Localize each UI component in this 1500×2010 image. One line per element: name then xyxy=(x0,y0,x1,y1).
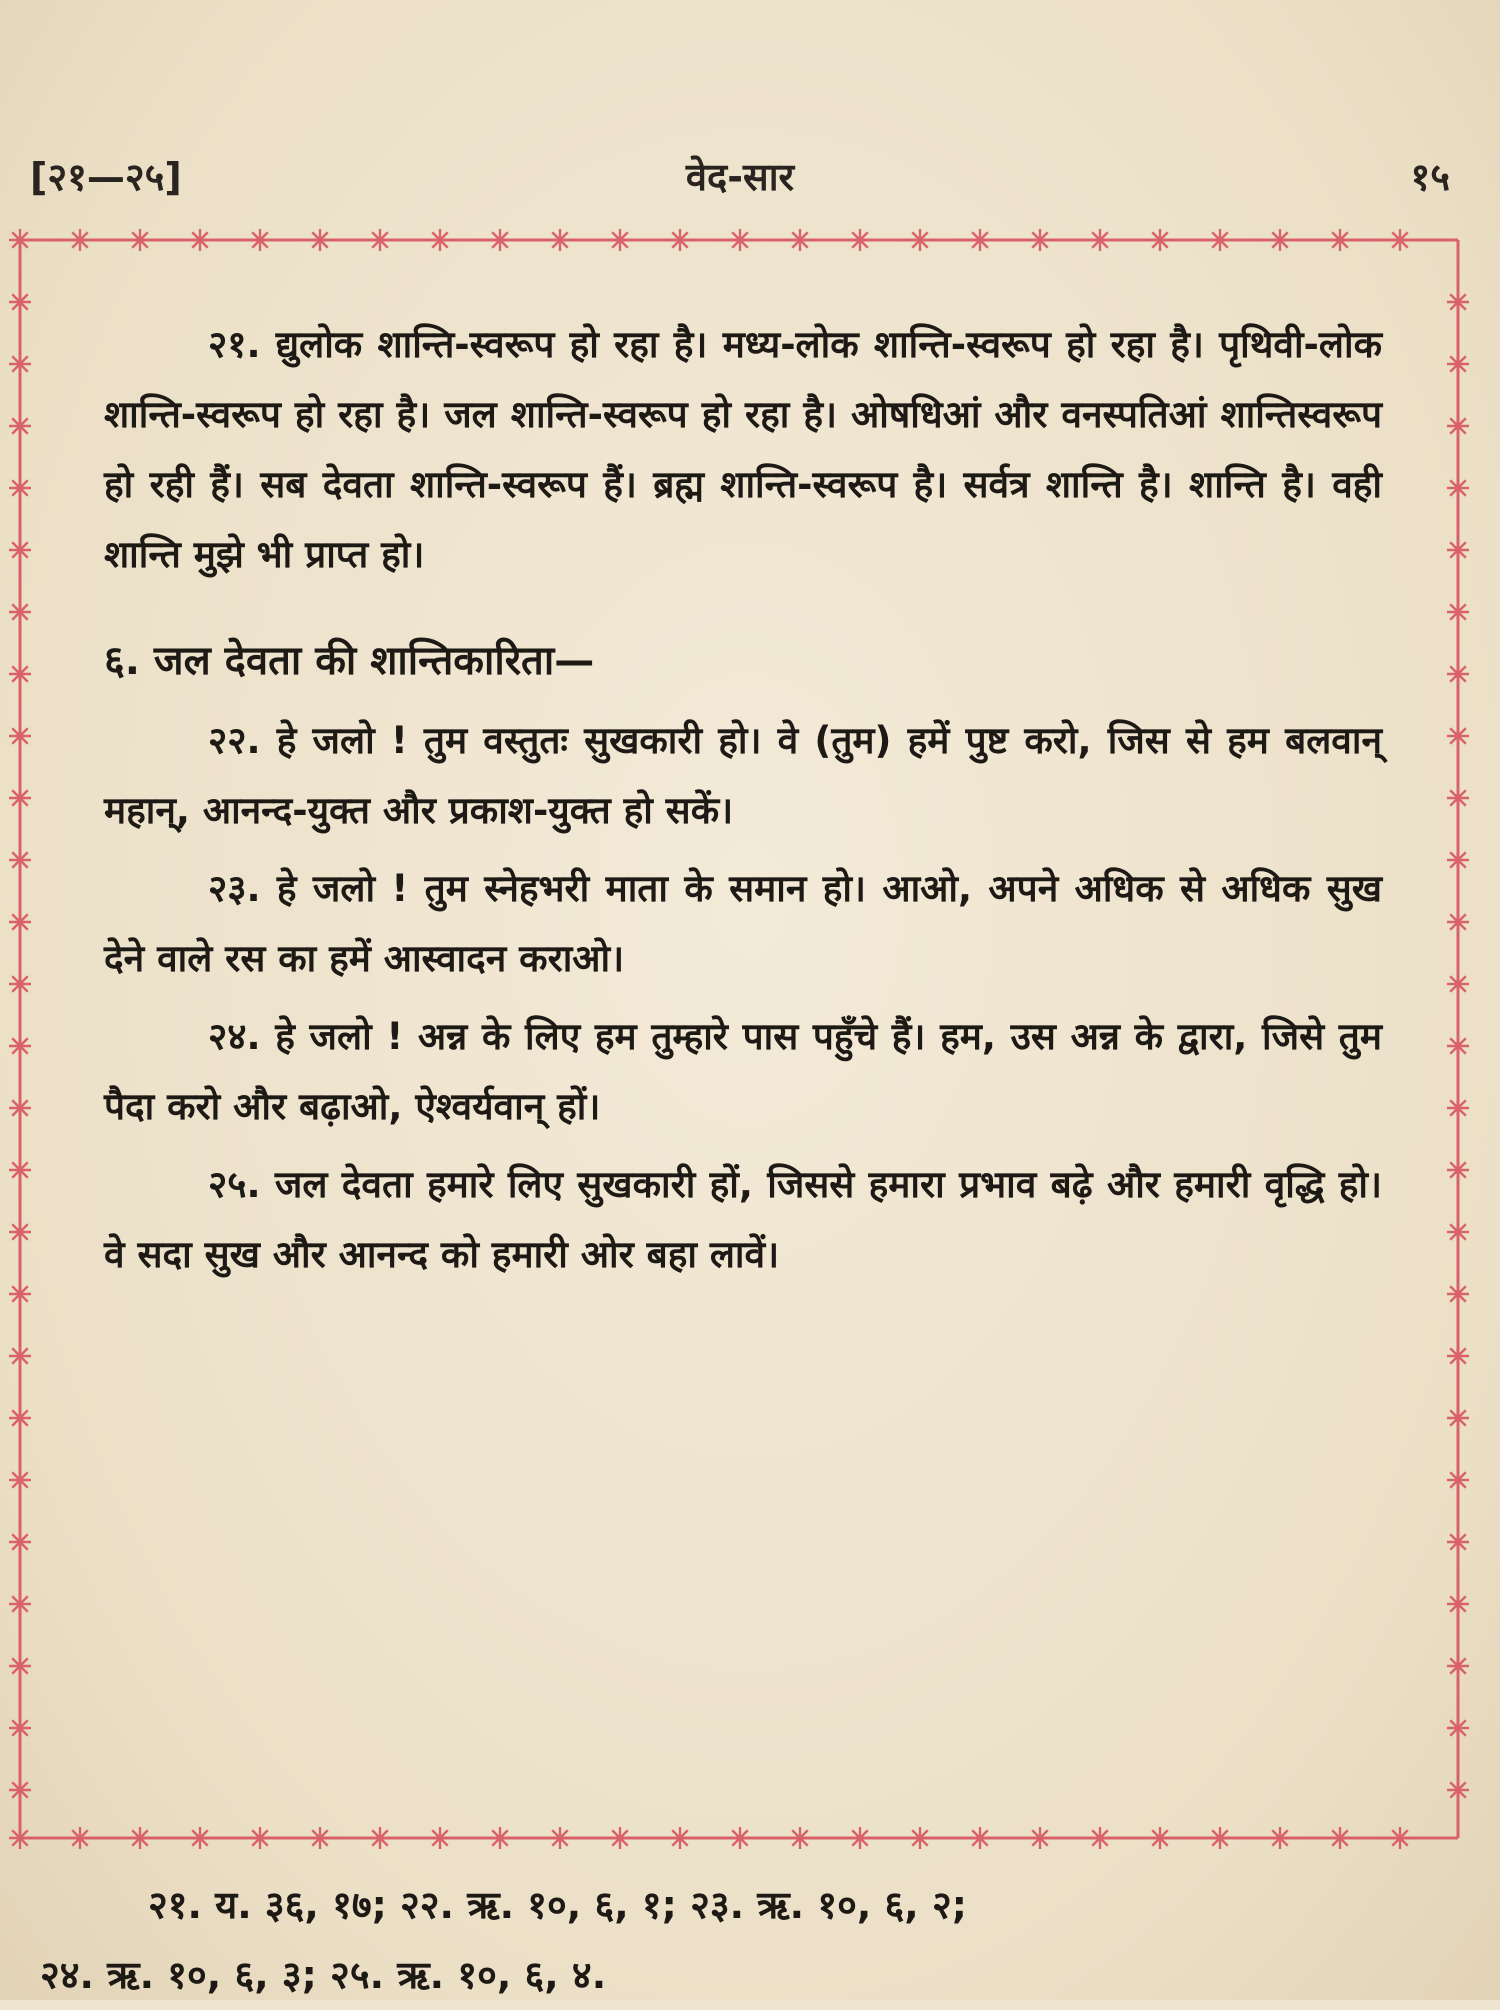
border-ornament xyxy=(9,1283,31,1305)
main-text xyxy=(104,310,1382,1298)
border-ornament xyxy=(9,1221,31,1243)
border-ornament xyxy=(249,1827,271,1849)
page-number: १५ xyxy=(1410,155,1450,199)
border-ornament xyxy=(849,229,871,251)
border-ornament xyxy=(309,229,331,251)
border-ornament xyxy=(9,477,31,499)
border-ornament xyxy=(1447,1531,1469,1553)
border-ornament xyxy=(609,229,631,251)
border-ornament xyxy=(9,911,31,933)
border-ornament xyxy=(669,1827,691,1849)
border-ornament xyxy=(729,229,751,251)
border-ornament xyxy=(1447,1097,1469,1119)
border-ornament xyxy=(609,1827,631,1849)
border-ornament xyxy=(789,229,811,251)
border-ornament xyxy=(669,229,691,251)
border-ornament xyxy=(9,539,31,561)
border-ornament xyxy=(249,229,271,251)
border-ornament xyxy=(9,787,31,809)
border-ornament xyxy=(1447,663,1469,685)
border-ornament xyxy=(1149,1827,1171,1849)
border-ornament xyxy=(489,1827,511,1849)
border-ornament xyxy=(1447,1283,1469,1305)
border-ornament xyxy=(549,229,571,251)
border-ornament xyxy=(1447,1655,1469,1677)
running-header xyxy=(30,150,1450,210)
border-ornament xyxy=(1447,291,1469,313)
border-ornament xyxy=(9,415,31,437)
verse-21: २१. द्युलोक शान्ति-स्वरूप हो रहा है। मध्य-लोक शान्ति-स्वरूप हो रहा है। पृथिवी-लोक शान्ति-स्वरूप हो रहा है। जल शान्ति-स्वरूप हो रहा है। ओषधिआं और वनस्पतिआं शान्तिस्वरूप हो रही हैं। सब देवता शान्ति-स्वरूप हैं। ब्रह्म शान्ति-स्वरूप है। सर्वत्र शान्ति है। शान्ति है। वही शान्ति मुझे भी प्राप्त हो। xyxy=(104,323,1382,576)
verse-range: [२१—२५] xyxy=(30,155,182,199)
footnote-line-2: २४. ऋ. १०, ६, ३; २५. ऋ. १०, ६, ४. xyxy=(40,1953,607,1997)
border-ornament xyxy=(369,1827,391,1849)
border-ornament xyxy=(1447,787,1469,809)
border-ornament xyxy=(1269,229,1291,251)
border-ornament xyxy=(9,1159,31,1181)
verse-23: २३. हे जलो ! तुम स्नेहभरी माता के समान हो। आओ, अपने अधिक से अधिक सुख देने वाले रस का हमें आस्वादन कराओ। xyxy=(104,867,1382,980)
border-ornament xyxy=(1089,1827,1111,1849)
border-ornament xyxy=(969,229,991,251)
border-ornament xyxy=(1447,1407,1469,1429)
verse-22: २२. हे जलो ! तुम वस्तुतः सुखकारी हो। वे (तुम) हमें पुष्ट करो, जिस से हम बलवान् महान्, आनन्द-युक्त और प्रकाश-युक्त हो सकें। xyxy=(104,719,1382,832)
border-ornament xyxy=(1447,353,1469,375)
border-ornament xyxy=(1447,1035,1469,1057)
border-ornament xyxy=(849,1827,871,1849)
border-ornament xyxy=(9,1531,31,1553)
border-ornament xyxy=(9,1717,31,1739)
border-ornament xyxy=(9,725,31,747)
border-ornament xyxy=(489,229,511,251)
border-ornament xyxy=(909,1827,931,1849)
border-ornament xyxy=(69,229,91,251)
border-ornament xyxy=(1389,1827,1411,1849)
book-title: वेद-सार xyxy=(685,155,795,199)
border-ornament xyxy=(69,1827,91,1849)
border-ornament xyxy=(1329,1827,1351,1849)
footnote-line-1: २१. य. ३६, १७; २२. ऋ. १०, ६, १; २३. ऋ. १०, ६, २; xyxy=(148,1883,967,1927)
verse-24: २४. हे जलो ! अन्न के लिए हम तुम्हारे पास पहुँचे हैं। हम, उस अन्न के द्वारा, जिसे तुम पैदा करो और बढ़ाओ, ऐश्वर्यवान् हों। xyxy=(104,1015,1382,1128)
border-ornament xyxy=(429,1827,451,1849)
border-ornament xyxy=(1447,1469,1469,1491)
verse-25: २५. जल देवता हमारे लिए सुखकारी हों, जिससे हमारा प्रभाव बढ़े और हमारी वृद्धि हो। वे सदा सुख और आनन्द को हमारी ओर बहा लावें। xyxy=(104,1163,1382,1276)
border-ornament xyxy=(9,1593,31,1615)
border-ornament xyxy=(1447,1593,1469,1615)
border-ornament xyxy=(1447,539,1469,561)
border-ornament xyxy=(9,1407,31,1429)
border-ornament xyxy=(309,1827,331,1849)
border-ornament xyxy=(1447,911,1469,933)
border-ornament xyxy=(9,1469,31,1491)
border-ornament xyxy=(429,229,451,251)
border-ornament xyxy=(1447,1221,1469,1243)
border-ornament xyxy=(969,1827,991,1849)
border-ornament xyxy=(9,291,31,313)
border-ornament xyxy=(1029,1827,1051,1849)
border-ornament xyxy=(369,229,391,251)
footnote-references xyxy=(40,1870,1460,2010)
border-ornament xyxy=(129,229,151,251)
border-ornament xyxy=(1447,849,1469,871)
border-ornament xyxy=(9,1779,31,1801)
border-ornament xyxy=(9,1097,31,1119)
border-ornament xyxy=(9,229,31,251)
border-ornament xyxy=(1447,601,1469,623)
border-ornament xyxy=(9,1655,31,1677)
border-ornament xyxy=(1149,229,1171,251)
border-ornament xyxy=(729,1827,751,1849)
border-ornament xyxy=(1389,229,1411,251)
border-ornament xyxy=(9,1827,31,1849)
border-ornament xyxy=(9,849,31,871)
border-ornament xyxy=(1447,725,1469,747)
border-ornament xyxy=(789,1827,811,1849)
border-ornament xyxy=(9,601,31,623)
border-ornament xyxy=(9,663,31,685)
border-ornament xyxy=(549,1827,571,1849)
border-ornament xyxy=(909,229,931,251)
border-ornament xyxy=(1209,229,1231,251)
border-ornament xyxy=(1447,1159,1469,1181)
border-ornament xyxy=(9,1345,31,1367)
border-ornament xyxy=(189,229,211,251)
border-ornament xyxy=(1029,229,1051,251)
border-ornament xyxy=(1447,415,1469,437)
border-ornament xyxy=(9,1035,31,1057)
border-ornament xyxy=(1269,1827,1291,1849)
border-ornament xyxy=(1447,477,1469,499)
section-heading: ६. जल देवता की शान्तिकारिता— xyxy=(104,638,595,684)
border-ornament xyxy=(1447,1717,1469,1739)
border-ornament xyxy=(9,353,31,375)
border-ornament xyxy=(9,973,31,995)
border-ornament xyxy=(189,1827,211,1849)
border-ornament xyxy=(129,1827,151,1849)
border-ornament xyxy=(1447,973,1469,995)
border-ornament xyxy=(1447,1779,1469,1801)
border-ornament xyxy=(1447,1345,1469,1367)
border-ornament xyxy=(1329,229,1351,251)
border-ornament xyxy=(1209,1827,1231,1849)
border-ornament xyxy=(1089,229,1111,251)
